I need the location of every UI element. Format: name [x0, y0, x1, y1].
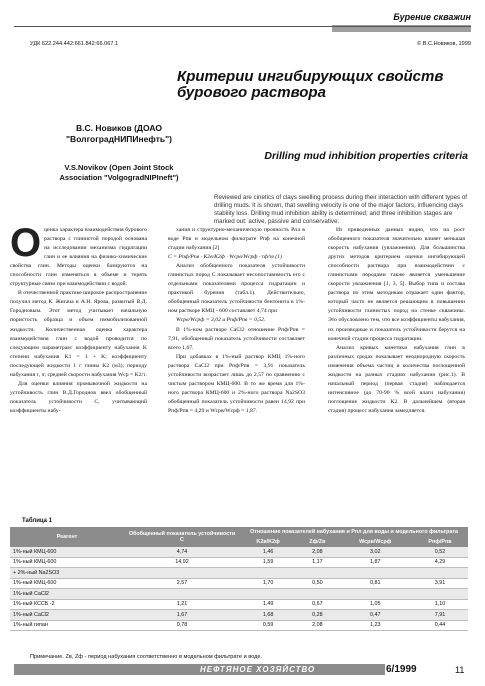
table-cell-c: 14,92 — [124, 557, 240, 568]
table-cell-reagent: + 2%-ный Na2SO3 — [10, 568, 124, 579]
table-cell-c — [124, 568, 240, 579]
column-header-z: Zф/Zв — [296, 537, 338, 547]
table-row — [10, 610, 468, 621]
paragraph: При добавках в 1%-ный раствор КМЦ 1%-ного раствора CaCl2 при Pпф/Pпв = 3,91 показатель устойчивости возрастает лишь до 2,57 по сравнению с чистым раствором КМЦ-600. В то же время для 1%-ного раствора КМЦ-600 и 2%-ного раствора Na2SO3 обобщенный показатель устойчивости равен 14,92 при Pпф/Pпв = 4,29 и Wсрв/Wсрф = 1,87. — [168, 353, 305, 414]
table-cell-k2: 1,59 — [240, 557, 296, 568]
body-column-3 — [328, 226, 465, 416]
table-cell-z: 2,08 — [296, 547, 338, 557]
table-cell-reagent: 1%-ный КМЦ-600 — [10, 578, 124, 589]
table-cell-reagent: 1%-ный CaCl2 — [10, 610, 124, 621]
table-cell-k2: 1,68 — [240, 610, 296, 621]
column-header-w: Wсрв/Wсрф — [339, 537, 412, 547]
article-title-ru: Критерии ингибирующих свойств бурового раствора — [177, 68, 444, 101]
table-cell-c: 1,21 — [124, 599, 240, 610]
paragraph: ценка характера взаимодействия бурового раствора с глинистой породой основана на исследовании механизма гидратации глин и ее влияния на физико-химические свойства глин. Методы оценки базируются на способности глин изменяться в объеме и терять структурные связи при взаимодействии с водой. — [10, 227, 147, 288]
table-cell-p — [412, 589, 468, 600]
table-row — [10, 547, 468, 557]
table-note: Примечание. Zв, Zф - период набухания соответственно в модельном фильтрате и воде. — [30, 654, 263, 660]
table-cell-w: 1,23 — [339, 620, 412, 631]
table-cell-k2: 1,70 — [240, 578, 296, 589]
table-cell-c: 2,57 — [124, 578, 240, 589]
table-row — [10, 557, 468, 568]
table-cell-p — [412, 568, 468, 579]
table-cell-k2 — [240, 589, 296, 600]
table-cell-z: 2,08 — [296, 620, 338, 631]
table-cell-w: 1,05 — [339, 599, 412, 610]
paragraph: Анализ обобщенного показателя устойчивости глинистых пород С показывает несопоставимость его с отдельными показателями процесса гидратации и практикой бурения (табл.1). Действительно, обобщенный показатель устойчивости бентонита в 1%-ном растворе КМЦ - 600 составляет 4,74 при — [168, 263, 305, 315]
table-row — [10, 620, 468, 631]
table-cell-p: 3,91 — [412, 578, 468, 589]
table-cell-reagent: 1%-ный КМЦ-600 — [10, 547, 124, 557]
table-cell-c: 4,74 — [124, 547, 240, 557]
table-cell-reagent: 1%-ный КССБ -2 — [10, 599, 124, 610]
author-en: V.S.Novikov (Open Joint Stock Association "VolgogradNIPIneft") — [59, 163, 179, 182]
column-header-generalized: Обобщенный показатель устойчивости С — [124, 527, 240, 547]
table-cell-c: 1,67 — [124, 610, 240, 621]
copyright: © В.С.Новиков, 1999 — [417, 41, 471, 47]
paragraph: Для оценки влияния промывочной жидкости на устойчивость глин В.Д.Городнов ввел обобщенный показатель устойчивости С, учитывающий коэффициенты набу- — [10, 380, 147, 414]
table-cell-z — [296, 568, 338, 579]
formula: C = Pпф/Pпв · K2в/K2ф · Wсрв/Wсрф · τф/τв (1) — [168, 254, 282, 261]
table-cell-w — [339, 568, 412, 579]
table-cell-p: 7,91 — [412, 610, 468, 621]
table-cell-k2: 0,59 — [240, 620, 296, 631]
table-cell-z: 1,17 — [296, 557, 338, 568]
journal-name: НЕФТЯНОЕ ХОЗЯЙСТВО — [200, 665, 316, 674]
dropcap-letter: О — [10, 221, 42, 265]
article-title-en: Drilling mud inhibition properties criteria — [264, 150, 468, 162]
table-cell-c — [124, 589, 240, 600]
table-row — [10, 568, 468, 579]
table-cell-w: 0,47 — [339, 610, 412, 621]
paragraph: В 1%-ном растворе CaCl2 отношение Pпф/Pпв = 7,91, обобщенный показатель устойчивости составляет всего 1,67. — [168, 326, 305, 351]
column-header-group: Отношение показателей набухания и Pпл для воды и модельного фильтрата — [240, 527, 468, 537]
abstract: Reviewed are cinetics of clays swelling process during their interaction with different types of drilling muds. It is shown, that swelling velocity is one of the major factors, influencing clays stability loss. Drilling mud inhibition ability is determined; and three inhibition stages are marked out: active, passive and conservative. — [214, 194, 468, 225]
author-ru: В.С. Новиков (ДОАО "ВолгоградНИПИнефть") — [66, 123, 172, 144]
table-cell-z: 0,50 — [296, 578, 338, 589]
body-column-2 — [168, 226, 305, 416]
column-header-k2: K2в/K2ф — [240, 537, 296, 547]
page-number: 11 — [455, 665, 465, 675]
table-cell-k2: 1,46 — [240, 547, 296, 557]
udc-code: УДК 622.244.442:661.842:66.067.1 — [30, 41, 119, 47]
column-header-p: Pпф/Pпв — [412, 537, 468, 547]
table-cell-w: 0,81 — [339, 578, 412, 589]
paragraph: Из приведенных данных видно, что на рост обобщенного показателя значительно влияет меньшая скорость набухания (увлажнения). Для большинства других методов критерием оценки ингибирующей способности раствора при взаимодействии с глинистыми породами также является уменьшение скорости увлажнения [1, 3, 5]. Выбор типа и состава раствора по этим методикам отражает один фактор, который часто не является решающим в повышении устойчивости глинистых пород на стенке скважины. Это обусловлено тем, что все коэффициенты набухания, их производные и показатель устойчивости берутся на конечной стадии процесса гидратации. — [328, 227, 465, 342]
paragraph: Анализ кривых кинетики набухания глин в различных средах показывает неоднородную скорость изменения объема частиц и количества поглощенной жидкости на разных стадиях набухания (рис.1). В начальный период (первая стадия) наблюдается интенсивное (до 70-90 % всей влаги набухания) поглощение жидкости K2. В дальнейшем (вторая стадия) процесс набухания замедляется. — [328, 344, 465, 414]
table-cell-k2: 1,49 — [240, 599, 296, 610]
table-cell-w: 3,02 — [339, 547, 412, 557]
body-column-1 — [10, 221, 147, 416]
table-cell-p: 4,29 — [412, 557, 468, 568]
table-cell-p: 0,44 — [412, 620, 468, 631]
table-cell-p: 1,10 — [412, 599, 468, 610]
paragraph: В отечественной практике широкое распространение получил метод К. Жигача и А.Н. Ярова, развитый В.Д. Городновым. Этот метод учитывает начальную пористость образца и объем иммобилизованной жидкости. Количественная оценка характера взаимодействия глин с водой проводится по следующим параметрам: коэффициенту набухания K степени набухания K1 = 1 + K; коэффициенту последующей жидкости 1 г глины K2 (м3); периоду набухания τ, ч; средней скорости набухания Wср = K2/τ. — [10, 290, 147, 378]
table-cell-p: 0,52 — [412, 547, 468, 557]
table-cell-k2 — [240, 568, 296, 579]
table-row — [10, 589, 468, 600]
table-cell-w — [339, 589, 412, 600]
issue-number: 6/1999 — [386, 664, 417, 675]
table-caption: Таблица 1 — [22, 518, 53, 524]
table-row — [10, 578, 468, 589]
paragraph: хания и структурно-механическую прочность Pпл в воде Pпв и модельном фильтрате Pпф на конечной стадии набухания [2] — [168, 227, 305, 252]
column-header-reagent: Реагент — [10, 527, 124, 547]
table-cell-reagent: 1%-ный гипан — [10, 620, 124, 631]
table-cell-c: 0,78 — [124, 620, 240, 631]
table-cell-reagent: 1%-ный КМЦ-600 — [10, 557, 124, 568]
data-table — [10, 527, 468, 631]
table-cell-z — [296, 589, 338, 600]
formula: Wсрв/Wсрф = 3,02 и Pпф/Pпв = 0,52. — [176, 317, 266, 324]
table-cell-z: 0,67 — [296, 599, 338, 610]
table-cell-w: 1,87 — [339, 557, 412, 568]
table-cell-reagent: 1%-ный CaCl2 — [10, 589, 124, 600]
table-row — [10, 599, 468, 610]
header-rule — [14, 26, 471, 27]
table-cell-z: 0,28 — [296, 610, 338, 621]
section-title: Бурение скважин — [393, 12, 471, 22]
